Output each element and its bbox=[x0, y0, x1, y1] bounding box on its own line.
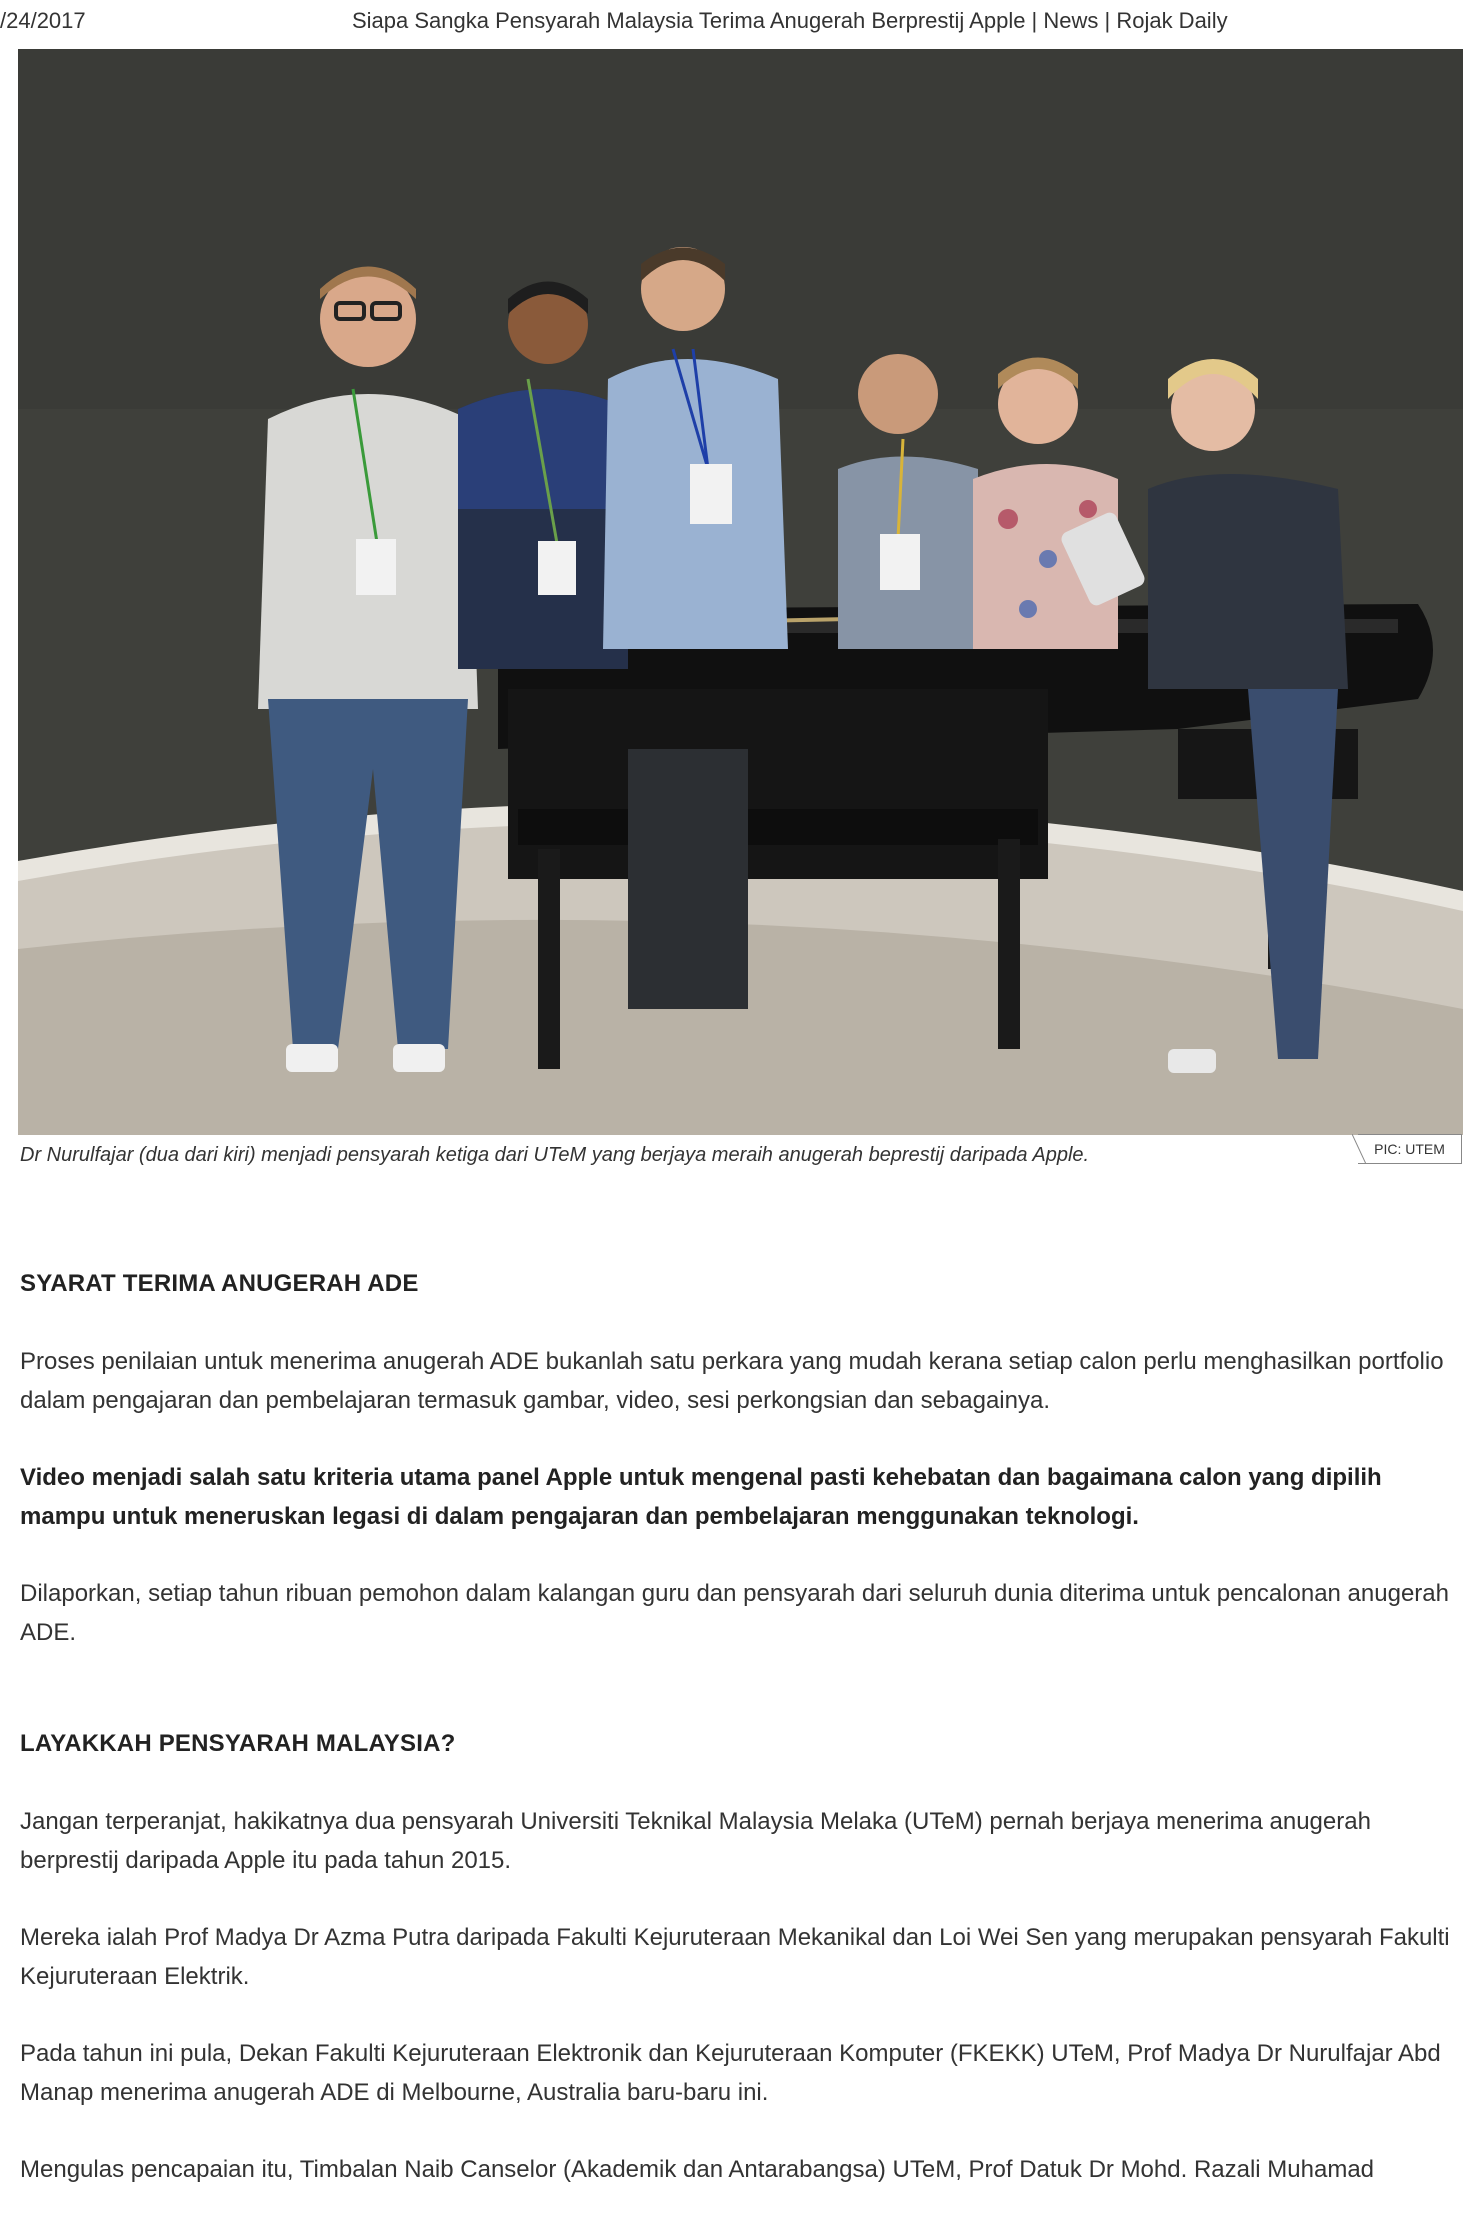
photo-credit: PIC: UTEM bbox=[1358, 1134, 1462, 1164]
article-photo bbox=[18, 49, 1463, 1135]
article-paragraph: Jangan terperanjat, hakikatnya dua pensyarah Universiti Teknikal Malaysia Melaka (UTeM) pernah berjaya menerima anugerah berprestij daripada Apple itu pada tahun 2015. bbox=[20, 1808, 1371, 1874]
article-paragraph-bold: Video menjadi salah satu kriteria utama panel Apple untuk mengenal pasti kehebatan dan bagaimana calon yang dipilih mampu untuk meneruskan legasi di dalam pengajaran dan pembelajaran menggunakan teknologi. bbox=[20, 1464, 1382, 1530]
article-body bbox=[20, 1270, 1450, 2189]
article-paragraph: Proses penilaian untuk menerima anugerah ADE bukanlah satu perkara yang mudah kerana setiap calon perlu menghasilkan portfolio dalam pengajaran dan pembelajaran termasuk gambar, video, sesi perkongsian dan sebagainya. bbox=[20, 1348, 1444, 1414]
section-heading-layakkah: LAYAKKAH PENSYARAH MALAYSIA? bbox=[20, 1730, 456, 1757]
article-paragraph: Pada tahun ini pula, Dekan Fakulti Kejuruteraan Elektronik dan Kejuruteraan Komputer (FKEKK) UTeM, Prof Madya Dr Nurulfajar Abd Manap menerima anugerah ADE di Melbourne, Australia baru-baru ini. bbox=[20, 2040, 1441, 2106]
article-paragraph: Mereka ialah Prof Madya Dr Azma Putra daripada Fakulti Kejuruteraan Mekanikal dan Loi Wei Sen yang merupakan pensyarah Fakulti Kejuruteraan Elektrik. bbox=[20, 1924, 1450, 1990]
page-title: Siapa Sangka Pensyarah Malaysia Terima Anugerah Berprestij Apple | News | Rojak Daily bbox=[352, 8, 1228, 33]
photo-caption: Dr Nurulfajar (dua dari kiri) menjadi pensyarah ketiga dari UTeM yang berjaya meraih anugerah beprestij daripada Apple. bbox=[20, 1144, 1090, 1166]
print-header bbox=[0, 0, 1480, 44]
print-date: /24/2017 bbox=[0, 8, 86, 33]
article-paragraph: Dilaporkan, setiap tahun ribuan pemohon dalam kalangan guru dan pensyarah dari seluruh dunia diterima untuk pencalonan anugerah ADE. bbox=[20, 1580, 1449, 1646]
group-photo-illustration bbox=[18, 49, 1463, 1135]
section-heading-syarat: SYARAT TERIMA ANUGERAH ADE bbox=[20, 1270, 419, 1297]
article-paragraph: Mengulas pencapaian itu, Timbalan Naib Canselor (Akademik dan Antarabangsa) UTeM, Prof Datuk Dr Mohd. Razali Muhamad bbox=[20, 2156, 1375, 2183]
